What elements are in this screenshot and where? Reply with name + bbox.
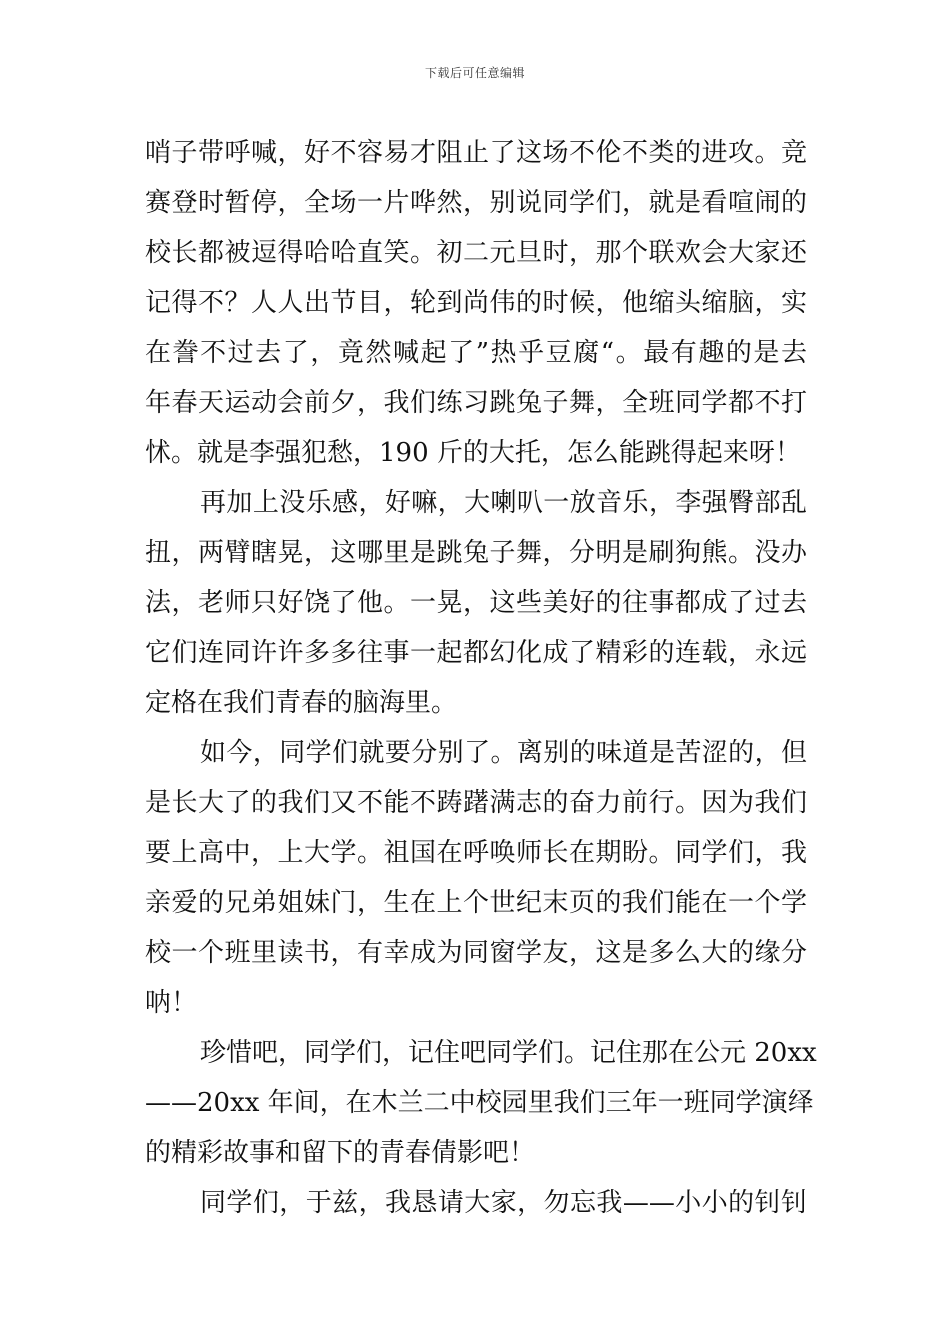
- text-line: ——20xx 年间，在木兰二中校园里我们三年一班同学演绎: [145, 1088, 814, 1118]
- text-line: 校长都被逗得哈哈直笑。初二元旦时，那个联欢会大家还: [145, 238, 807, 268]
- text-line: 扭，两臂瞎晃，这哪里是跳兔子舞，分明是刷狗熊。没办: [145, 538, 807, 568]
- paragraph-1: [145, 128, 807, 478]
- text-line: 哨子带呼喊，好不容易才阻止了这场不伦不类的进攻。竞: [145, 138, 807, 168]
- paragraph-5: [145, 1178, 807, 1228]
- text-line: 在誊不过去了，竟然喊起了”热乎豆腐“。最有趣的是去: [145, 338, 807, 368]
- paragraph-2: [145, 478, 807, 728]
- text-line: 的精彩故事和留下的青春倩影吧！: [145, 1138, 536, 1168]
- paragraph-4: [145, 1028, 817, 1178]
- text-line: 如今，同学们就要分别了。离别的味道是苦涩的，但: [200, 738, 807, 768]
- text-line: 亲爱的兄弟姐妹门，生在上个世纪末页的我们能在一个学: [145, 888, 807, 918]
- text-line: 它们连同许许多多往事一起都幻化成了精彩的连载，永远: [145, 638, 807, 668]
- text-line: 法，老师只好饶了他。一晃，这些美好的往事都成了过去: [145, 588, 807, 618]
- text-line: 定格在我们青春的脑海里。: [145, 688, 458, 718]
- text-line: 校一个班里读书，有幸成为同窗学友，这是多么大的缘分: [145, 938, 807, 968]
- text-line: 记得不？人人出节目，轮到尚伟的时候，他缩头缩脑，实: [145, 288, 807, 318]
- paragraph-3: [145, 728, 807, 1028]
- text-line: 赛登时暂停，全场一片哗然，别说同学们，就是看喧闹的: [145, 188, 807, 218]
- text-line: 再加上没乐感，好嘛，大喇叭一放音乐，李强臀部乱: [200, 488, 807, 518]
- text-line: 珍惜吧，同学们，记住吧同学们。记住那在公元 20xx: [200, 1038, 817, 1068]
- text-line: 年春天运动会前夕，我们练习跳兔子舞，全班同学都不打: [145, 388, 807, 418]
- text-line: 同学们，于兹，我恳请大家，勿忘我——小小的钊钊: [200, 1188, 807, 1218]
- text-line: 呐！: [145, 988, 198, 1018]
- document-body: [145, 128, 817, 1228]
- text-line: 是长大了的我们又不能不踌躇满志的奋力前行。因为我们: [145, 788, 807, 818]
- text-line: 要上高中，上大学。祖国在呼唤师长在期盼。同学们，我: [145, 838, 807, 868]
- page-header: 下载后可任意编辑: [424, 66, 525, 80]
- text-line: 怵。就是李强犯愁，190 斤的大托，怎么能跳得起来呀！: [145, 438, 801, 468]
